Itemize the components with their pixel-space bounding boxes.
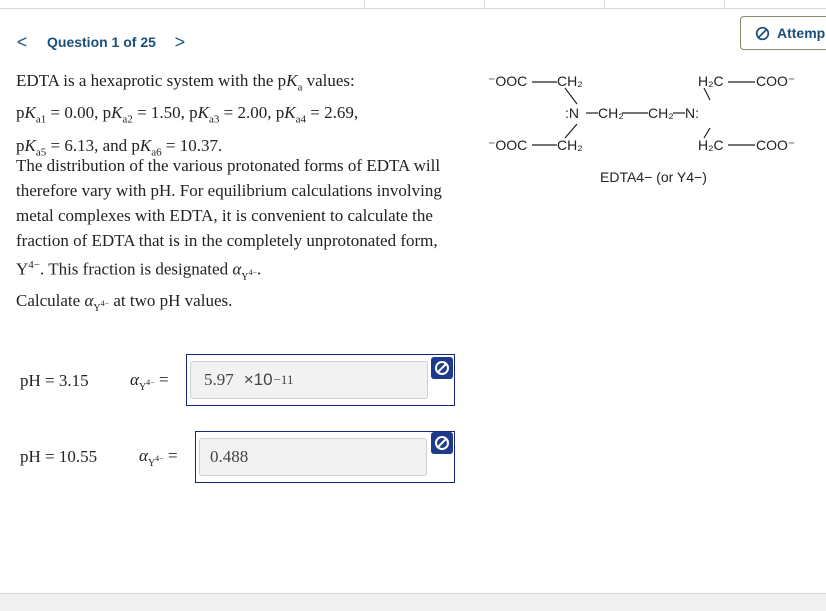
intro-text-tail: values:: [302, 71, 355, 90]
methylene-mid-1: CH₂: [598, 105, 624, 121]
calculate-text: Calculate: [16, 291, 85, 310]
top-strip: [0, 0, 826, 9]
bottom-bar: [0, 593, 826, 611]
methylene-top-right: H₂C: [698, 73, 724, 89]
answer-mantissa: 5.97: [204, 370, 234, 389]
answer-row-2: [20, 432, 178, 482]
pka6-value: 10.37: [179, 135, 218, 155]
no-entry-circle-icon: [434, 360, 450, 376]
tab-divider: [604, 0, 605, 9]
intro-text: EDTA is a hexaprotic system with the p: [16, 71, 287, 90]
carboxylate-top-right: COO⁻: [756, 73, 796, 89]
ph-label: pH = 3.15: [20, 371, 89, 390]
previous-question-arrow-icon[interactable]: <: [16, 32, 28, 52]
no-entry-circle-icon: [434, 435, 450, 451]
answer-input-2[interactable]: [199, 438, 427, 476]
pka1-value: 0.00: [64, 103, 95, 123]
calculate-instruction: Calculate $\alpha_{Y^{4-}}$ at two pH values.: [16, 291, 233, 314]
pka4-value: 2.69: [324, 103, 354, 123]
edta-structure-diagram: [480, 62, 820, 192]
attempt-button[interactable]: [740, 16, 826, 50]
carboxylate-bottom-left: ⁻OOC: [488, 137, 528, 153]
times-ten: ×10: [243, 370, 273, 389]
incorrect-status-badge: [431, 432, 453, 454]
alpha-label: $\alpha_{Y^{4-}}$ =: [130, 369, 169, 393]
incorrect-status-badge: [431, 357, 453, 379]
pka2-value: 1.50: [150, 103, 181, 123]
tab-divider: [484, 0, 485, 9]
nitrogen-right: N:: [685, 105, 699, 121]
methylene-top-left: CH₂: [557, 73, 583, 89]
tab-divider: [364, 0, 365, 9]
distribution-paragraph: The distribution of the various protonated forms of EDTA will therefore vary with pH. For equilibrium calculations involving metal complexes with EDTA, it is convenient to calculate the fraction of EDTA that is in the completely unprotonated form, $Y^{4-}$. This fraction is designated $\alpha_{Y^{4-}}$.: [16, 156, 442, 283]
alpha-label: $\alpha_{Y^{4-}}$ =: [139, 445, 178, 469]
answer-exponent: −11: [273, 372, 294, 387]
answer-input-1[interactable]: [190, 361, 428, 399]
methylene-bottom-left: CH₂: [557, 137, 583, 153]
tab-divider: [724, 0, 725, 9]
distribution-text-tail: . This fraction is designated: [40, 259, 233, 279]
pka5-value: 6.13: [64, 135, 95, 155]
nitrogen-left: :N: [565, 105, 579, 121]
intro-paragraph: EDTA is a hexaprotic system with the $pK_a$ values: $pK_{a1} = 0.00$, $pK_{a2} = 1.50$, $pK_{a3} = 2.00$, $pK_{a4} = 2.69$, $pK_{a5} = 6.13$, and $pK_{a6} = 10.37$.: [16, 71, 359, 159]
question-navigation: [12, 30, 190, 54]
attempt-button-label: Attemp: [777, 25, 826, 41]
no-entry-circle-icon: [755, 26, 770, 41]
answer-row-1: [20, 356, 169, 406]
ph-label: pH = 10.55: [20, 447, 98, 466]
answer-value: 0.488: [210, 447, 249, 466]
next-question-arrow-icon[interactable]: >: [174, 32, 186, 52]
structure-caption: EDTA4− (or Y4−): [600, 169, 707, 185]
carboxylate-top-left: ⁻OOC: [488, 73, 528, 89]
calculate-text-tail: at two pH values.: [109, 291, 233, 310]
carboxylate-bottom-right: COO⁻: [756, 137, 796, 153]
distribution-text: The distribution of the various protonated forms of EDTA will therefore vary with pH. For equilibrium calculations involving metal complexes with EDTA, it is convenient to calculate the fraction of EDTA that is in the completely unprotonated form, Y: [16, 156, 442, 279]
question-counter: Question 1 of 25: [47, 34, 156, 50]
pka3-value: 2.00: [237, 103, 268, 123]
methylene-bottom-right: H₂C: [698, 137, 724, 153]
methylene-mid-2: CH₂: [648, 105, 674, 121]
